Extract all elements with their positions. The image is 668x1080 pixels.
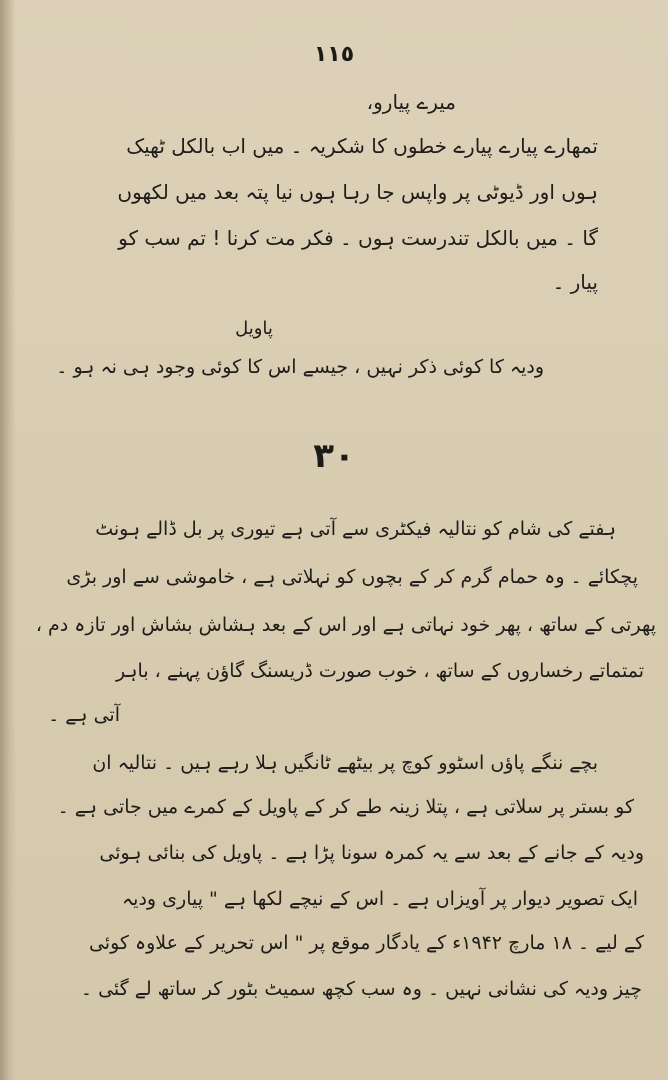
- letter-salutation: میرے پیارو،: [366, 90, 456, 114]
- letter-postscript: ودیہ کا کوئی ذکر نہیں ، جیسے اس کا کوئی وجود ہی نہ ہو ۔: [56, 356, 544, 378]
- chapter-number: ٣٠: [313, 436, 355, 476]
- letter-line: گا ۔ میں بالکل تندرست ہوں ۔ فکر مت کرنا ! تم سب کو: [118, 226, 598, 250]
- page-binding-shadow: [0, 0, 16, 1080]
- paragraph-line: کے لیے ۔ ۱۸ مارچ ۱۹۴۲ء کے یادگار موقع پر " اس تحریر کے علاوہ کوئی: [88, 932, 644, 954]
- paragraph-line: کو بستر پر سلاتی ہے ، پتلا زینہ طے کر کے پاویل کے کمرے میں جاتی ہے ۔: [57, 796, 634, 818]
- letter-line: پیار ۔: [552, 270, 598, 294]
- paragraph-line: ایک تصویر دیوار پر آویزاں ہے ۔ اس کے نیچے لکھا ہے " پیاری ودیہ: [122, 888, 638, 910]
- letter-line: ہوں اور ڈیوٹی پر واپس جا رہا ہوں نیا پتہ بعد میں لکھوں: [117, 180, 598, 204]
- paragraph-line: بچے ننگے پاؤں اسٹوو کوچ پر بیٹھے ٹانگیں ہلا رہے ہیں ۔ نتالیہ ان: [92, 752, 598, 774]
- paragraph-line: ودیہ کے جانے کے بعد سے یہ کمرہ سونا پڑا ہے ۔ پاویل کی بنائی ہوئی: [99, 842, 644, 864]
- letter-signature: پاویل: [235, 318, 273, 339]
- page-number: ١١٥: [313, 42, 355, 67]
- paragraph-line: ہفتے کی شام کو نتالیہ فیکٹری سے آتی ہے تیوری پر بل ڈالے ہونٹ: [95, 518, 616, 540]
- paragraph-line: پچکائے ۔ وہ حمام گرم کر کے بچوں کو نہلاتی ہے ، خاموشی سے اور بڑی: [66, 566, 638, 588]
- paragraph-line: پھرتی کے ساتھ ، پھر خود نہاتی ہے اور اس کے بعد ہشاش بشاش اور تازہ دم ،: [35, 614, 656, 636]
- paragraph-line: آتی ہے ۔: [48, 704, 120, 726]
- paragraph-line: تمتماتے رخساروں کے ساتھ ، خوب صورت ڈریسنگ گاؤن پہنے ، باہر: [115, 660, 644, 682]
- paragraph-line: چیز ودیہ کی نشانی نہیں ۔ وہ سب کچھ سمیٹ بٹور کر ساتھ لے گئی ۔: [80, 978, 642, 1000]
- letter-line: تمھارے پیارے پیارے خطوں کا شکریہ ۔ میں اب بالکل ٹھیک: [126, 134, 598, 158]
